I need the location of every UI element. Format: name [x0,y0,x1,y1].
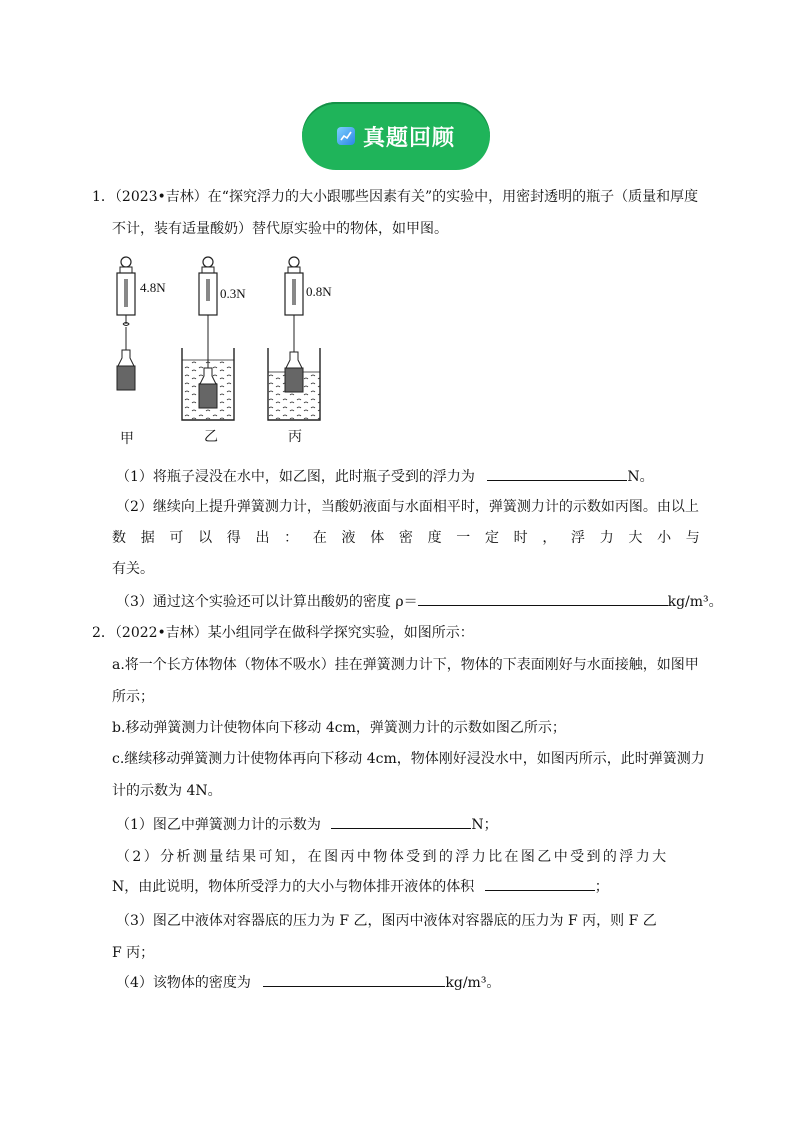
spring-scale-jia [117,257,135,390]
spread-char: 时 [513,530,528,546]
q2-part2-line1: （2）分析测量结果可知，在图丙中物体受到的浮力比在图乙中受到的浮力大 [116,849,669,865]
q2-part2-blank[interactable] [485,876,595,891]
q2-part1-blank[interactable] [331,814,471,829]
spread-char: 液 [341,530,356,546]
spread-char: 一 [456,530,471,546]
q2-part4-blank[interactable] [263,972,445,987]
reading-bing: 0.8N [306,284,332,299]
q2-step-b: b.移动弹簧测力计使物体向下移动 4cm，弹簧测力计的示数如图乙所示； [112,720,566,736]
q1-stem-text1: （2023•吉林）在“探究浮力的大小跟哪些因素有关”的实验中，用密封透明的瓶子（质量和厚度 [114,189,699,205]
spread-char: 浮 [571,530,585,546]
spread-char: 小 [657,530,672,546]
q1-stem-line2: 不计，装有适量酸奶）替代原实验中的物体，如甲图。 [112,221,448,237]
q2-step-c-line2: 计的示数为 4N。 [112,783,222,799]
q2-part2-line2 [112,876,609,896]
spring-scale-diagram [100,252,360,452]
reading-yi: 0.3N [220,286,246,301]
q2-stem-text: （2022•吉林）某小组同学在做科学探究实验，如图所示： [114,625,474,641]
spread-char: 得 [226,530,241,546]
q2-part4 [116,972,500,992]
spread-char: 以 [198,530,213,546]
q2-part3-line2: F 丙； [112,945,155,961]
spread-char: 定 [484,530,499,546]
q1-part3-unit: kg/m³。 [667,594,723,610]
q2-part2-end: ； [594,879,609,895]
spread-char: 度 [427,530,442,546]
q2-step-c-line1: c.继续移动弹簧测力计使物体再向下移动 4cm，物体刚好浸没水中，如图丙所示，此时弹簧测力 [112,751,705,767]
spread-char: 大 [628,530,643,546]
spread-char: ： [284,530,299,546]
q2-part3-line1: （3）图乙中液体对容器底的压力为 F 乙，图丙中液体对容器底的压力为 F 丙，则 F 乙 [116,913,657,929]
section-title: 真题回顾 [362,125,455,151]
spread-char: 出 [255,530,270,546]
q2-step-a-line2: 所示； [112,689,154,705]
q2-part1 [116,814,498,834]
q2-number: 2． [92,625,115,641]
q1-part1-blank[interactable] [487,466,627,481]
section-banner [302,102,490,170]
q1-part3-blank[interactable] [418,591,668,606]
reading-jia: 4.8N [140,280,166,295]
q1-part1-unit: N。 [627,469,654,485]
q2-part4-unit: kg/m³。 [445,975,501,991]
q1-number: 1． [92,189,115,205]
figure-label-bing: 丙 [288,429,302,445]
q2-stem [92,622,474,642]
spread-char: 与 [685,530,700,546]
q1-part2-line3: 有关。 [112,561,154,577]
q1-part3 [116,591,723,611]
q2-step-a-line1: a.将一个长方体物体（物体不吸水）挂在弹簧测力计下，物体的下表面刚好与水面接触，如图甲 [112,657,699,673]
q1-figure [100,252,360,452]
q1-part2-spread-line [112,527,700,547]
q1-part1 [116,466,654,486]
figure-label-yi: 乙 [204,429,218,445]
q1-part2-line1: （2）继续向上提升弹簧测力计，当酸奶液面与水面相平时，弹簧测力计的示数如丙图。由以上 [116,499,699,515]
spread-char: 在 [312,530,327,546]
spread-char: ， [542,530,557,546]
spread-char: 数 [112,530,126,546]
chart-icon [337,127,355,145]
spring-scale-yi [182,257,234,420]
q2-part2-text: N，由此说明，物体所受浮力的大小与物体排开液体的体积 [112,879,475,895]
spring-scale-bing [268,257,320,420]
spread-char: 据 [140,530,155,546]
figure-label-jia: 甲 [120,431,134,447]
q2-part4-text: （4）该物体的密度为 [116,975,251,991]
q2-part1-unit: N； [471,817,498,833]
spread-char: 体 [370,530,385,546]
q1-part3-text: （3）通过这个实验还可以计算出酸奶的密度 ρ＝ [116,594,418,610]
q2-part1-text: （1）图乙中弹簧测力计的示数为 [116,817,321,833]
spread-char: 力 [599,530,614,546]
q1-stem-line1 [92,186,698,206]
spread-char: 密 [398,530,413,546]
q1-part1-text: （1）将瓶子浸没在水中，如乙图，此时瓶子受到的浮力为 [116,469,475,485]
spread-char: 可 [169,530,184,546]
